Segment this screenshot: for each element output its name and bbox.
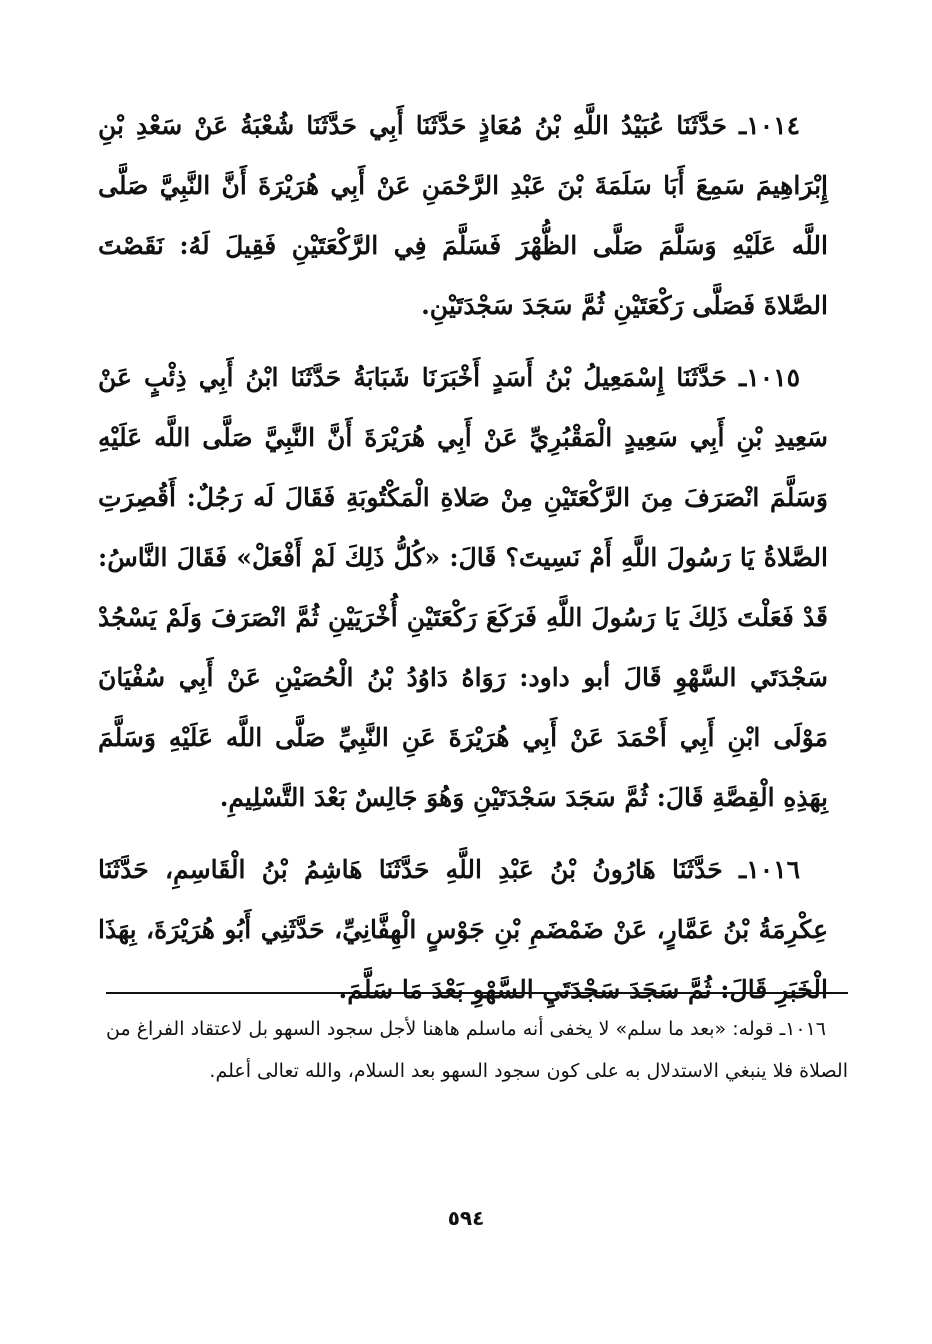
hadith-1015 [98,348,828,828]
hadith-1014 [98,96,828,336]
page-number: ٥٩٤ [447,1206,485,1230]
main-text [98,96,828,1032]
footnote-text: ـ قوله: «بعد ما سلم» لا يخفى أنه ماسلم هاهنا لأجل سجود السهو بل لاعتقاد الفراغ من الصلاة فلا ينبغي الاستدلال به على كون سجود السهو بعد السلام، والله تعالى أعلم. [106,1018,848,1082]
footnote-divider [106,992,848,994]
hadith-text: ـ حَدَّثَنَا إِسْمَعِيلُ بْنُ أَسَدٍ أَخْبَرَنَا شَبَابَةُ حَدَّثَنَا ابْنُ أَبِي ذِئْبٍ عَنْ سَعِيدِ بْنِ أَبِي سَعِيدٍ الْمَقْبُرِيِّ عَنْ أَبِي هُرَيْرَةَ أَنَّ النَّبِيَّ صَلَّى اللَّه عَلَيْهِ وَسَلَّمَ انْصَرَفَ مِنَ الرَّكْعَتَيْنِ مِنْ صَلاةِ الْمَكْتُوبَةِ فَقَالَ لَه رَجُلٌ: أَقُصِرَتِ الصَّلاةُ يَا رَسُولَ اللَّهِ أَمْ نَسِيتَ؟ قَالَ: «كُلُّ ذَلِكَ لَمْ أَفْعَلْ» فَقَالَ النَّاسُ: قَدْ فَعَلْتَ ذَلِكَ يَا رَسُولَ اللَّهِ فَرَكَعَ رَكْعَتَيْنِ أُخْرَيَيْنِ ثُمَّ انْصَرَفَ وَلَمْ يَسْجُدْ سَجْدَتَي السَّهْوِ قَالَ أبو داود: رَوَاهُ دَاوُدُ بْنُ الْحُصَيْنِ عَنْ أَبِي سُفْيَانَ مَوْلَى ابْنِ أَبِي أَحْمَدَ عَنْ أَبِي هُرَيْرَةَ عَنِ النَّبِيِّ صَلَّى اللَّه عَلَيْهِ وَسَلَّمَ بِهَذِهِ الْقِصَّةِ قَالَ: ثُمَّ سَجَدَ سَجْدَتَيْنِ وَهُوَ جَالِسٌ بَعْدَ التَّسْلِيمِ. [98,363,828,812]
hadith-number: ١٠١٥ [746,363,800,392]
hadith-text: ـ حَدَّثَنَا هَارُونُ بْنُ عَبْدِ اللَّهِ حَدَّثَنَا هَاشِمُ بْنُ الْقَاسِمِ، حَدَّثَنَا عِكْرِمَةُ بْنُ عَمَّارٍ، عَنْ ضَمْضَمِ بْنِ جَوْسٍ الْهِفَّانِيِّ، حَدَّثَنِي أَبُو هُرَيْرَةَ، بِهَذَا الْخَبَرِ قَالَ: ثُمَّ سَجَدَ سَجْدَتَيِ السَّهْوِ بَعْدَ مَا سَلَّمَ. [98,855,828,1004]
footnote-number: ١٠١٦ [785,1018,826,1040]
hadith-number: ١٠١٤ [746,111,800,140]
hadith-text: ـ حَدَّثَنَا عُبَيْدُ اللَّهِ بْنُ مُعَاذٍ حَدَّثَنَا أَبِي حَدَّثَنَا شُعْبَةُ عَنْ سَعْدِ بْنِ إِبْرَاهِيمَ سَمِعَ أَبَا سَلَمَةَ بْنَ عَبْدِ الرَّحْمَنِ عَنْ أَبِي هُرَيْرَةَ أَنَّ النَّبِيَّ صَلَّى اللَّه عَلَيْهِ وَسَلَّمَ صَلَّى الظُّهْرَ فَسَلَّمَ فِي الرَّكْعَتَيْنِ فَقِيلَ لَهُ: نَقَصْتَ الصَّلاةَ فَصَلَّى رَكْعَتَيْنِ ثُمَّ سَجَدَ سَجْدَتَيْنِ. [98,111,828,320]
footnote [106,1008,848,1092]
hadith-number: ١٠١٦ [746,855,800,884]
